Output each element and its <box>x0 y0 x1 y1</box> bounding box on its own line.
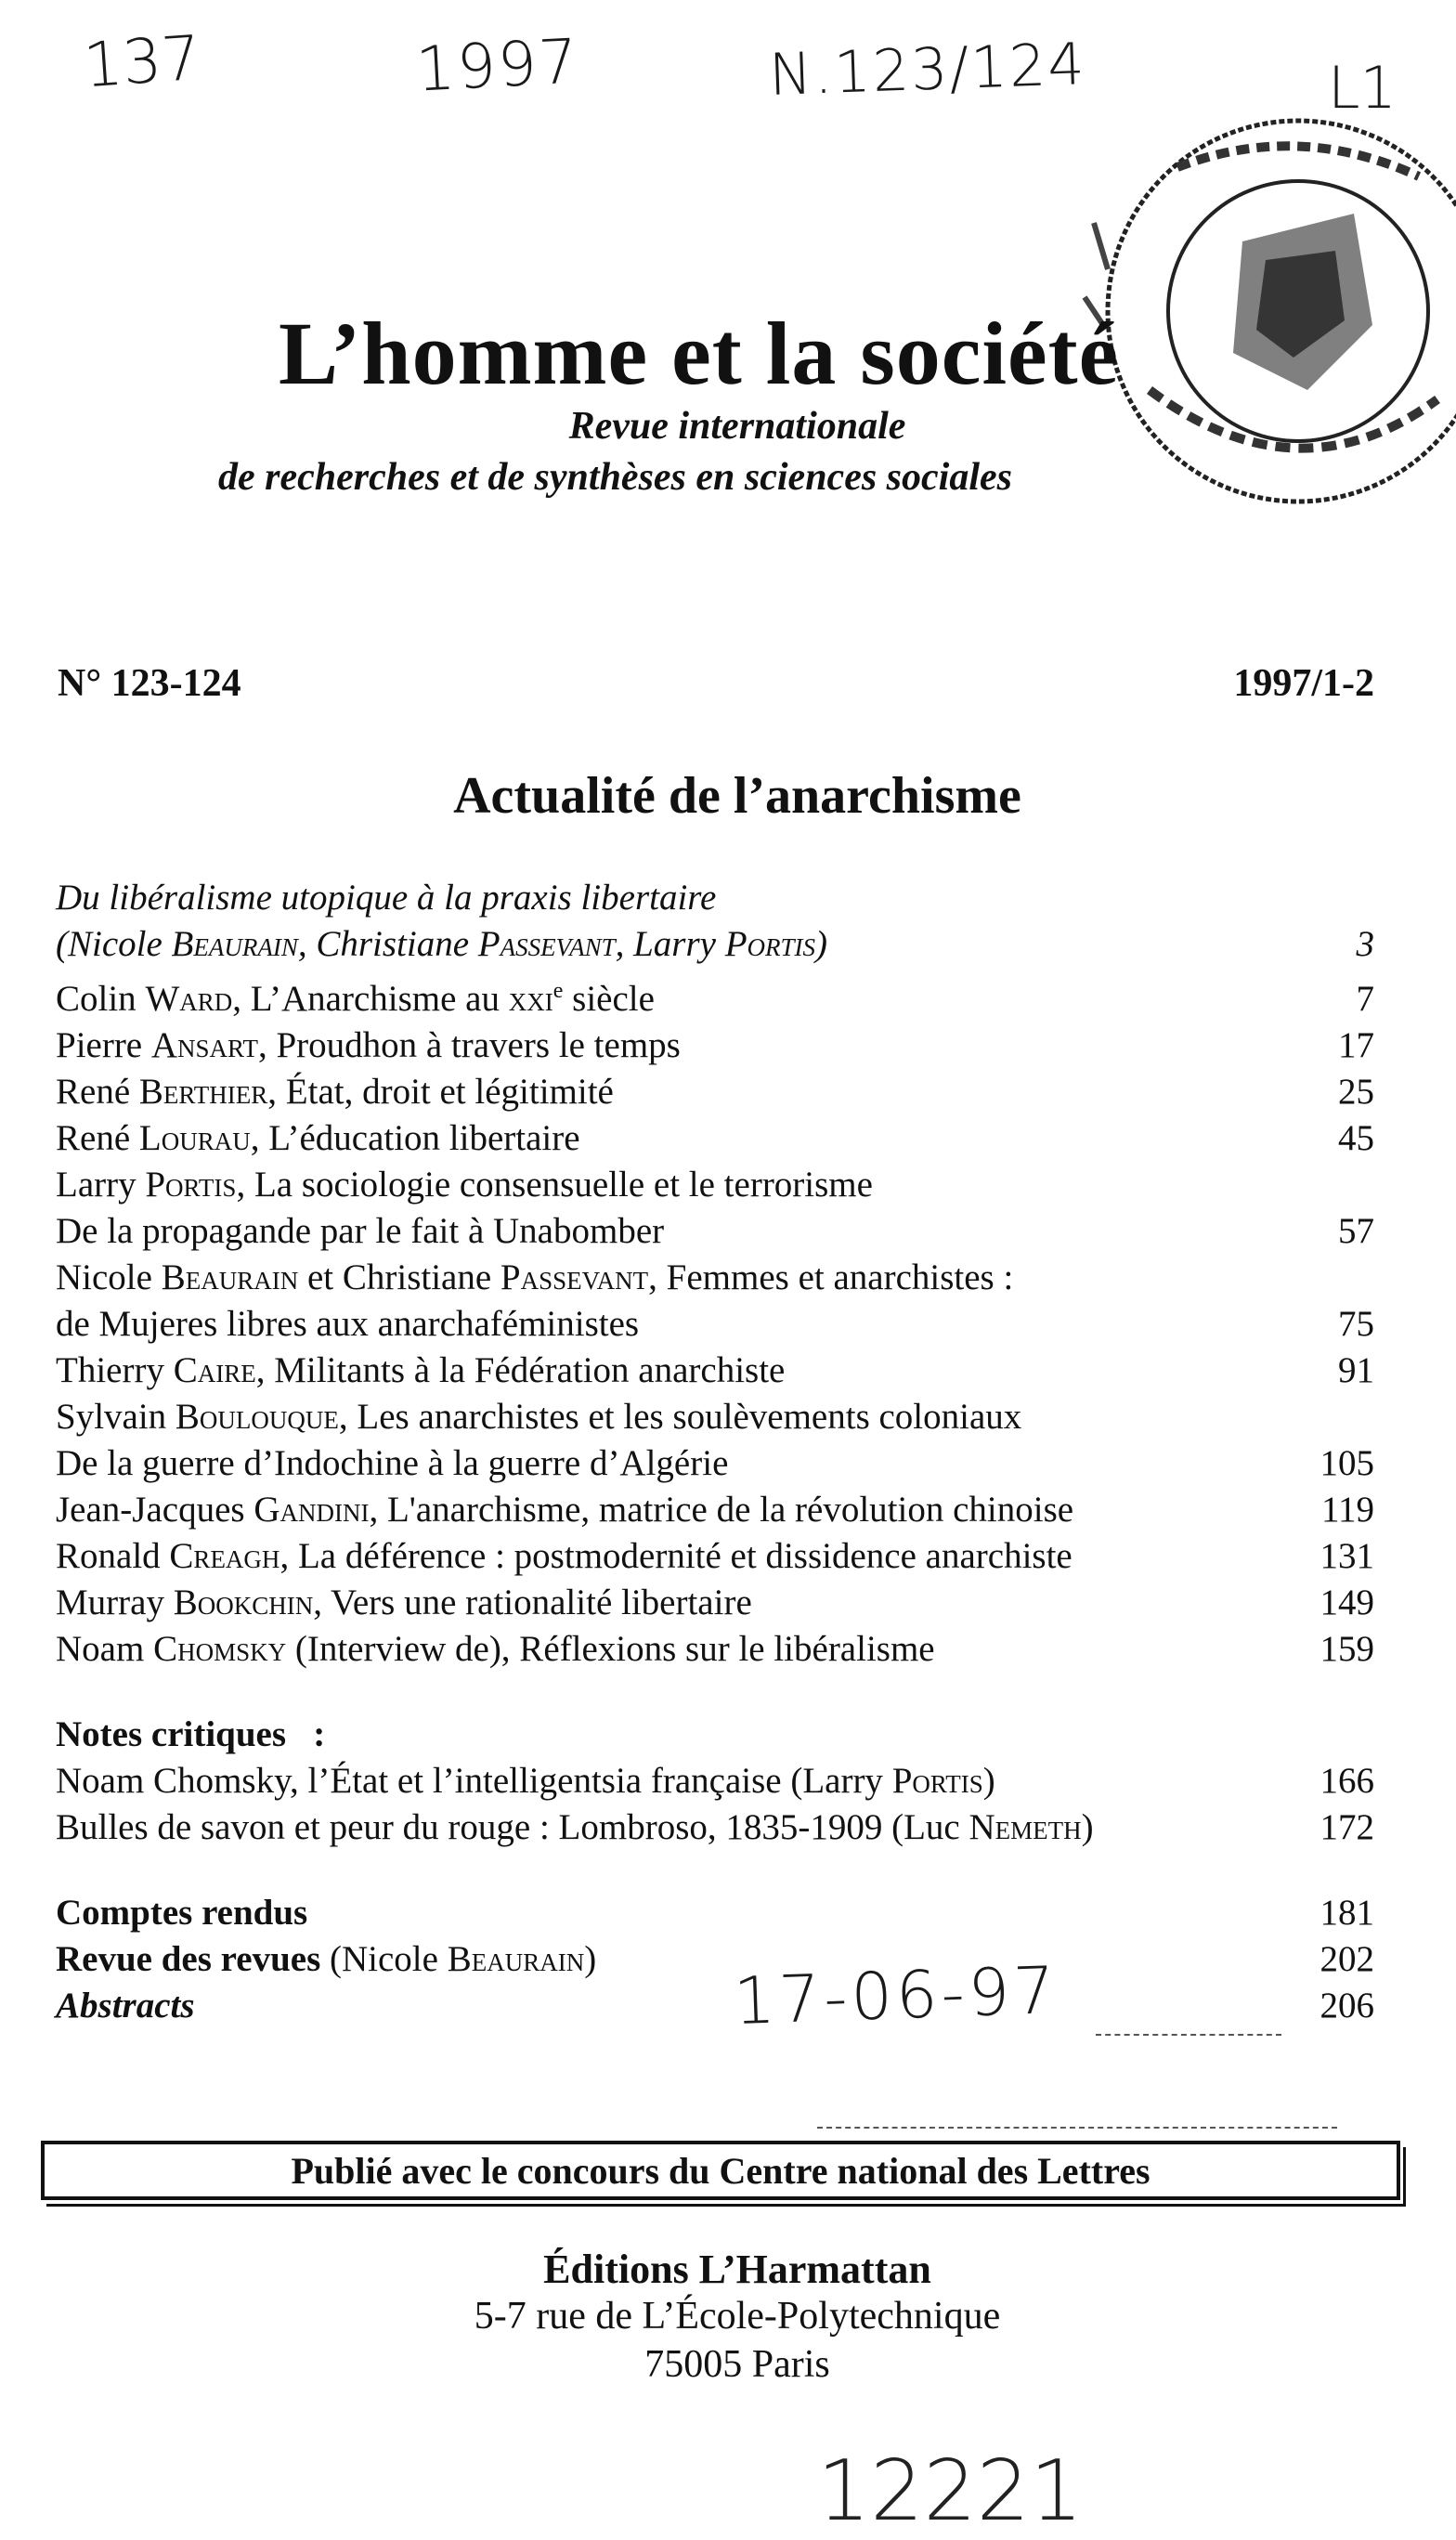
handwritten-number: 137 <box>81 21 203 102</box>
toc-entry-intro-authors <box>56 921 1374 968</box>
toc-page: 57 <box>1338 1211 1374 1251</box>
dashed-line <box>817 2127 1337 2129</box>
handwritten-issue: N.123/124 <box>767 30 1087 109</box>
toc-page: 119 <box>1320 1490 1374 1530</box>
toc-abstracts: Abstracts 206 <box>56 1983 1374 2029</box>
toc-page: 75 <box>1338 1304 1374 1344</box>
toc-comptes-rendus: Comptes rendus 181 <box>56 1890 1374 1936</box>
toc-page: 159 <box>1320 1629 1374 1669</box>
toc-page: 131 <box>1320 1536 1374 1576</box>
toc-authors: (Nicole Beaurain, Christiane Passevant, Larry Portis) <box>56 924 828 964</box>
toc-entry: Jean-Jacques Gandini, L'anarchisme, matrice de la révolution chinoise 119 <box>56 1487 1374 1533</box>
toc-entry: Sylvain Boulouque, Les anarchistes et les soulèvements coloniaux <box>56 1397 1022 1437</box>
toc-page: 172 <box>1320 1807 1374 1847</box>
handwritten-shelf-mark: L1 <box>1328 54 1397 122</box>
journal-subtitle-line-2: de recherches et de synthèses en sciences sociales <box>218 456 1012 499</box>
toc-entry-continued: De la propagande par le fait à Unabomber 57 <box>56 1208 1374 1255</box>
toc-entry-continued: de Mujeres libres aux anarchaféministes 75 <box>56 1301 1374 1348</box>
toc-page: 7 <box>1356 979 1374 1019</box>
dashed-line <box>1096 2034 1281 2036</box>
toc-page: 25 <box>1338 1072 1374 1112</box>
toc-page: 91 <box>1338 1350 1374 1390</box>
toc-page: 3 <box>1356 924 1374 964</box>
toc-entry: Colin Ward, L’Anarchisme au xxi$^e$ siècle 7 <box>56 968 1374 1023</box>
toc-entry-intro-title <box>56 875 1374 921</box>
library-seal-stamp-icon <box>1066 111 1456 520</box>
toc-entry: René Berthier, État, droit et légitimité 25 <box>56 1069 1374 1115</box>
handwritten-year: 1997 <box>414 25 581 106</box>
notes-critiques-heading: Notes critiques : <box>56 1714 326 1754</box>
toc-page: 202 <box>1320 1939 1374 1979</box>
toc-title: Du libéralisme utopique à la praxis libertaire <box>56 878 717 918</box>
toc-note-entry: Noam Chomsky, l’État et l’intelligentsia française (Larry Portis) 166 <box>56 1758 1374 1804</box>
toc-entry: Ronald Creagh, La déférence : postmodernité et dissidence anarchiste 131 <box>56 1533 1374 1580</box>
toc-entry: Nicole Beaurain et Christiane Passevant, Femmes et anarchistes : <box>56 1257 1014 1297</box>
toc-page: 17 <box>1338 1025 1374 1065</box>
toc-revue-des-revues: Revue des revues (Nicole Beaurain) 202 <box>56 1936 1374 1983</box>
toc-page: 181 <box>1320 1893 1374 1933</box>
toc-entry: Murray Bookchin, Vers une rationalité libertaire 149 <box>56 1580 1374 1626</box>
notice-box: Publié avec le concours du Centre national des Lettres <box>41 2141 1400 2200</box>
handwritten-inventory-number: 12221 <box>817 2442 1084 2540</box>
publisher-name: Éditions L’Harmattan <box>543 2247 931 2292</box>
issue-theme: Actualité de l’anarchisme <box>453 767 1021 825</box>
toc-page: 149 <box>1320 1583 1374 1622</box>
handwritten-received-date: 17-06-97 <box>732 1951 1060 2040</box>
toc-page: 45 <box>1338 1118 1374 1158</box>
toc-note-entry: Bulles de savon et peur du rouge : Lombroso, 1835-1909 (Luc Nemeth) 172 <box>56 1804 1374 1851</box>
toc-entry: Thierry Caire, Militants à la Fédération anarchiste 91 <box>56 1348 1374 1394</box>
toc-entry: René Lourau, L’éducation libertaire 45 <box>56 1115 1374 1162</box>
toc-entry: Noam Chomsky (Interview de), Réflexions sur le libéralisme 159 <box>56 1626 1374 1673</box>
table-of-contents <box>56 875 1374 2029</box>
toc-page: 105 <box>1320 1443 1374 1483</box>
journal-subtitle-line-1: Revue internationale <box>568 405 906 448</box>
publisher-address-street: 5-7 rue de L’École-Polytechnique <box>474 2295 1001 2338</box>
toc-entry: Larry Portis, La sociologie consensuelle et le terrorisme <box>56 1165 873 1205</box>
issue-number: N° 123-124 <box>58 662 241 705</box>
toc-entry-continued: De la guerre d’Indochine à la guerre d’Algérie 105 <box>56 1440 1374 1487</box>
toc-page: 206 <box>1320 1986 1374 2025</box>
publisher-address-city: 75005 Paris <box>644 2343 830 2386</box>
issue-date: 1997/1-2 <box>1233 662 1374 705</box>
toc-entry: Pierre Ansart, Proudhon à travers le temps 17 <box>56 1023 1374 1069</box>
toc-page: 166 <box>1320 1761 1374 1801</box>
journal-title: L’homme et la société <box>279 304 1120 403</box>
